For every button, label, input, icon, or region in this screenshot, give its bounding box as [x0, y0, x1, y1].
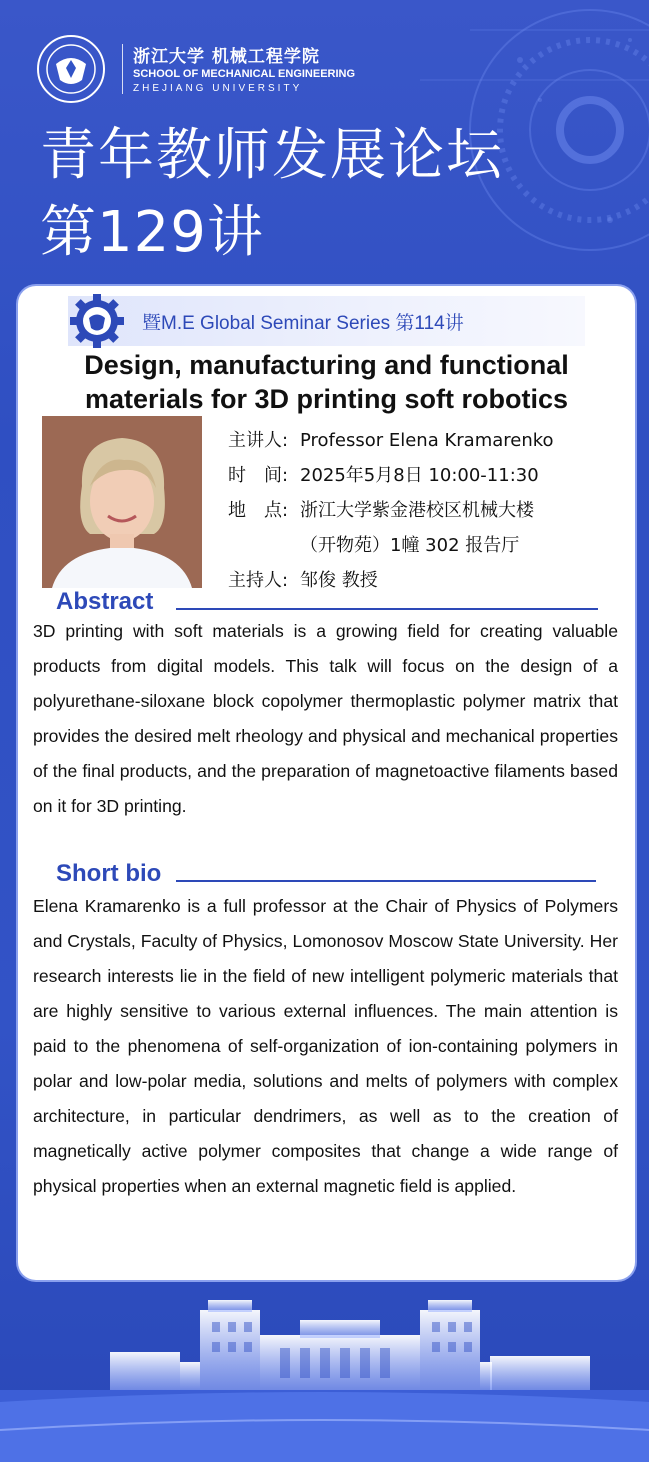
bio-underline	[176, 880, 596, 882]
forum-title: 青年教师发展论坛	[40, 123, 504, 188]
talk-title-line1: Design, manufacturing and functional	[84, 350, 569, 380]
time-value: 2025年5月8日 10:00-11:30	[300, 465, 539, 486]
school-name-en: SCHOOL OF MECHANICAL ENGINEERING	[133, 68, 356, 80]
speaker-portrait	[42, 416, 202, 588]
series-label: 暨M.E Global Seminar Series 第114讲	[142, 313, 464, 334]
host-value: 邹俊 教授	[300, 570, 378, 591]
header	[0, 0, 649, 290]
university-name-en: ZHEJIANG UNIVERSITY	[133, 83, 303, 94]
speaker-label: 主讲人:	[228, 430, 289, 451]
speaker-value: Professor Elena Kramarenko	[300, 430, 554, 451]
talk-title	[18, 348, 635, 416]
zju-emblem-icon	[36, 34, 106, 104]
time-label: 时 间:	[228, 465, 289, 486]
logo-divider	[122, 44, 123, 94]
event-card	[18, 286, 635, 1280]
abstract-heading: Abstract	[56, 588, 154, 615]
school-name-cn: 浙江大学 机械工程学院	[133, 47, 320, 67]
abstract-text: 3D printing with soft materials is a growing field for creating valuable products from digital models. This talk will focus on the design of a polyurethane-siloxane block copolymer thermoplastic polymer matrix that provides the desired melt rheology and physical and mechanical properties of the final products, and the preparation of magnetoactive filaments based on it for 3D printing.	[33, 621, 618, 816]
host-label: 主持人:	[228, 570, 289, 591]
abstract-underline	[176, 608, 598, 610]
place-value-line1: 浙江大学紫金港校区机械大楼	[300, 500, 534, 521]
gear-icon	[68, 292, 126, 350]
forum-session: 第129讲	[40, 200, 264, 265]
place-value-line2: （开物苑）1幢 302 报告厅	[300, 535, 520, 556]
place-row	[228, 496, 534, 522]
bio-text: Elena Kramarenko is a full professor at the Chair of Physics of Polymers and Crystals, Faculty of Physics, Lomonosov Moscow State University. Her research interests lie in the field of new intelligent polymeric materials that are highly sensitive to various external influences. The main attention is paid to the phenomena of self-organization of ion-containing polymers in polar and low-polar media, solutions and melts of polymers with complex architecture, in particular dendrimers, as well as to the creation of magnetically active polymer composites that change a wide range of physical properties when an external magnetic field is applied.	[33, 896, 618, 1196]
talk-title-line2: materials for 3D printing soft robotics	[84, 384, 569, 414]
host-row	[228, 566, 378, 592]
time-row	[228, 461, 539, 487]
speaker-row	[228, 426, 554, 452]
place-label: 地 点:	[228, 500, 289, 521]
campus-building-illustration	[0, 1290, 649, 1462]
bio-heading: Short bio	[56, 860, 162, 887]
